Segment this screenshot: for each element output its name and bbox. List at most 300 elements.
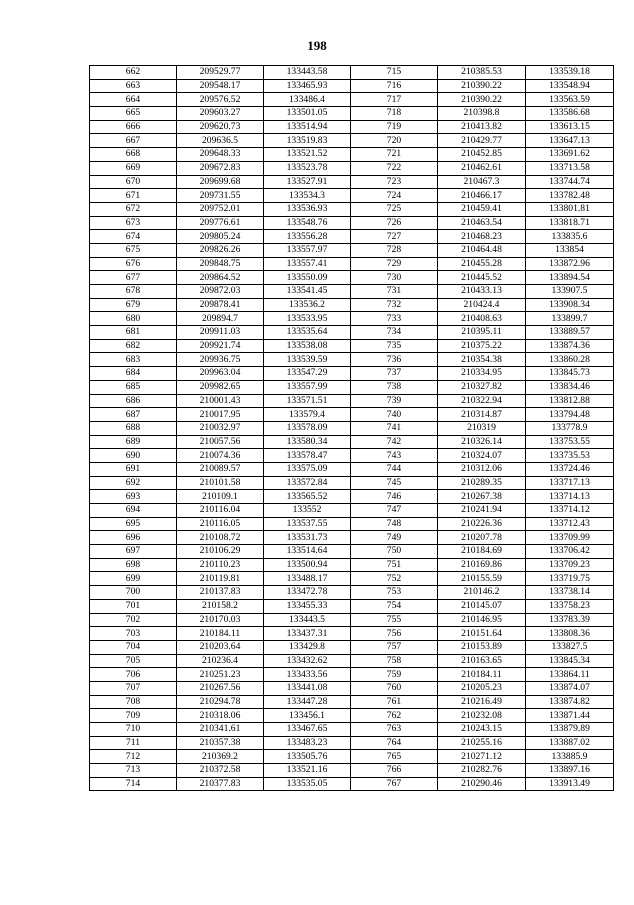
- table-cell: 210369.2: [177, 750, 264, 764]
- table-cell: 741: [351, 421, 438, 435]
- table-row: [90, 380, 614, 394]
- table-cell: 133744.74: [526, 175, 614, 189]
- table-cell: 733: [351, 312, 438, 326]
- table-cell: 210390.22: [438, 93, 526, 107]
- table-cell: 210155.59: [438, 572, 526, 586]
- table-row: [90, 613, 614, 627]
- table-cell: 133547.29: [264, 367, 351, 381]
- table-cell: 704: [90, 640, 177, 654]
- table-cell: 133874.82: [526, 695, 614, 709]
- table-cell: 209894.7: [177, 312, 264, 326]
- table-cell: 729: [351, 257, 438, 271]
- table-cell: 703: [90, 627, 177, 641]
- table-cell: 133860.28: [526, 353, 614, 367]
- table-row: [90, 750, 614, 764]
- table-cell: 133613.15: [526, 120, 614, 134]
- table-cell: 133907.5: [526, 285, 614, 299]
- table-cell: 133533.95: [264, 312, 351, 326]
- table-cell: 133899.7: [526, 312, 614, 326]
- table-cell: 738: [351, 380, 438, 394]
- table-cell: 767: [351, 777, 438, 791]
- table-cell: 761: [351, 695, 438, 709]
- table-row: [90, 627, 614, 641]
- table-cell: 133550.09: [264, 271, 351, 285]
- table-cell: 209636.5: [177, 134, 264, 148]
- table-cell: 687: [90, 408, 177, 422]
- table-cell: 720: [351, 134, 438, 148]
- table-cell: 209921.74: [177, 339, 264, 353]
- table-cell: 210459.41: [438, 202, 526, 216]
- table-cell: 763: [351, 723, 438, 737]
- table-cell: 713: [90, 764, 177, 778]
- table-cell: 133794.48: [526, 408, 614, 422]
- table-cell: 665: [90, 107, 177, 121]
- table-cell: 689: [90, 435, 177, 449]
- table-cell: 684: [90, 367, 177, 381]
- table-row: [90, 517, 614, 531]
- table-cell: 133845.34: [526, 654, 614, 668]
- table-cell: 209699.68: [177, 175, 264, 189]
- table-cell: 721: [351, 148, 438, 162]
- table-row: [90, 408, 614, 422]
- table-cell: 677: [90, 271, 177, 285]
- table-cell: 712: [90, 750, 177, 764]
- table-cell: 706: [90, 668, 177, 682]
- table-cell: 707: [90, 681, 177, 695]
- table-cell: 210184.11: [177, 627, 264, 641]
- table-row: [90, 709, 614, 723]
- table-cell: 133758.23: [526, 599, 614, 613]
- table-cell: 210207.78: [438, 531, 526, 545]
- table-cell: 133505.76: [264, 750, 351, 764]
- table-cell: 133579.4: [264, 408, 351, 422]
- table-cell: 209731.55: [177, 189, 264, 203]
- table-cell: 133443.58: [264, 66, 351, 80]
- table-cell: 133539.18: [526, 66, 614, 80]
- table-cell: 667: [90, 134, 177, 148]
- table-cell: 133712.43: [526, 517, 614, 531]
- table-row: [90, 599, 614, 613]
- table-cell: 210057.56: [177, 435, 264, 449]
- table-cell: 210108.72: [177, 531, 264, 545]
- table-row: [90, 504, 614, 518]
- table-cell: 133714.13: [526, 490, 614, 504]
- table-cell: 674: [90, 230, 177, 244]
- table-cell: 133578.09: [264, 421, 351, 435]
- table-cell: 210241.94: [438, 504, 526, 518]
- table-cell: 133531.73: [264, 531, 351, 545]
- table-row: [90, 298, 614, 312]
- table-cell: 210116.05: [177, 517, 264, 531]
- table-cell: 210170.03: [177, 613, 264, 627]
- table-cell: 209936.75: [177, 353, 264, 367]
- table-cell: 209603.27: [177, 107, 264, 121]
- table-cell: 693: [90, 490, 177, 504]
- table-row: [90, 230, 614, 244]
- coordinates-table: [89, 65, 614, 791]
- table-row: [90, 107, 614, 121]
- table-row: [90, 545, 614, 559]
- table-cell: 210169.86: [438, 558, 526, 572]
- table-cell: 210089.57: [177, 462, 264, 476]
- table-cell: 210226.36: [438, 517, 526, 531]
- table-cell: 705: [90, 654, 177, 668]
- table-cell: 755: [351, 613, 438, 627]
- table-cell: 133885.9: [526, 750, 614, 764]
- table-cell: 133719.75: [526, 572, 614, 586]
- table-cell: 210385.53: [438, 66, 526, 80]
- table-row: [90, 723, 614, 737]
- table-cell: 133714.12: [526, 504, 614, 518]
- table-cell: 133443.5: [264, 613, 351, 627]
- table-cell: 210243.15: [438, 723, 526, 737]
- table-cell: 133782.48: [526, 189, 614, 203]
- table-cell: 210158.2: [177, 599, 264, 613]
- table-cell: 765: [351, 750, 438, 764]
- table-row: [90, 421, 614, 435]
- table-cell: 133557.41: [264, 257, 351, 271]
- table-cell: 133808.36: [526, 627, 614, 641]
- table-cell: 210462.61: [438, 161, 526, 175]
- table-cell: 742: [351, 435, 438, 449]
- table-cell: 133536.2: [264, 298, 351, 312]
- table-row: [90, 640, 614, 654]
- table-cell: 133874.07: [526, 681, 614, 695]
- table-cell: 722: [351, 161, 438, 175]
- page-number: 198: [307, 38, 327, 53]
- table-cell: 210464.48: [438, 243, 526, 257]
- table-cell: 210137.83: [177, 586, 264, 600]
- table-cell: 210001.43: [177, 394, 264, 408]
- table-row: [90, 243, 614, 257]
- table-row: [90, 93, 614, 107]
- table-cell: 133864.11: [526, 668, 614, 682]
- table-cell: 133586.68: [526, 107, 614, 121]
- table-cell: 133889.57: [526, 326, 614, 340]
- table-cell: 210032.97: [177, 421, 264, 435]
- table-cell: 210294.78: [177, 695, 264, 709]
- table-cell: 210433.13: [438, 285, 526, 299]
- table-cell: 210314.87: [438, 408, 526, 422]
- table-cell: 209982.65: [177, 380, 264, 394]
- table-cell: 133465.93: [264, 79, 351, 93]
- table-cell: 747: [351, 504, 438, 518]
- table-cell: 210184.69: [438, 545, 526, 559]
- table-cell: 715: [351, 66, 438, 80]
- table-cell: 210282.76: [438, 764, 526, 778]
- table-cell: 210116.04: [177, 504, 264, 518]
- table-cell: 699: [90, 572, 177, 586]
- table-cell: 666: [90, 120, 177, 134]
- table-cell: 683: [90, 353, 177, 367]
- table-cell: 752: [351, 572, 438, 586]
- table-row: [90, 572, 614, 586]
- table-cell: 133538.08: [264, 339, 351, 353]
- table-cell: 210074.36: [177, 449, 264, 463]
- table-cell: 133557.97: [264, 243, 351, 257]
- table-cell: 714: [90, 777, 177, 791]
- table-cell: 133501.05: [264, 107, 351, 121]
- table-cell: 133565.52: [264, 490, 351, 504]
- table-cell: 740: [351, 408, 438, 422]
- table-cell: 209776.61: [177, 216, 264, 230]
- table-row: [90, 531, 614, 545]
- table-cell: 210319: [438, 421, 526, 435]
- table-cell: 766: [351, 764, 438, 778]
- table-cell: 133735.53: [526, 449, 614, 463]
- table-row: [90, 449, 614, 463]
- table-cell: 673: [90, 216, 177, 230]
- table-row: [90, 202, 614, 216]
- table-cell: 133874.36: [526, 339, 614, 353]
- table-cell: 210324.07: [438, 449, 526, 463]
- table-cell: 133713.58: [526, 161, 614, 175]
- table-cell: 700: [90, 586, 177, 600]
- table-cell: 210290.46: [438, 777, 526, 791]
- table-cell: 731: [351, 285, 438, 299]
- table-row: [90, 367, 614, 381]
- table-cell: 133783.39: [526, 613, 614, 627]
- table-cell: 210109.1: [177, 490, 264, 504]
- table-cell: 133913.49: [526, 777, 614, 791]
- table-cell: 209826.26: [177, 243, 264, 257]
- table-cell: 133563.59: [526, 93, 614, 107]
- table-cell: 716: [351, 79, 438, 93]
- table-cell: 718: [351, 107, 438, 121]
- table-cell: 133879.89: [526, 723, 614, 737]
- table-cell: 756: [351, 627, 438, 641]
- table-cell: 723: [351, 175, 438, 189]
- table-cell: 757: [351, 640, 438, 654]
- table-cell: 133514.94: [264, 120, 351, 134]
- table-cell: 133429.8: [264, 640, 351, 654]
- table-cell: 133441.08: [264, 681, 351, 695]
- table-row: [90, 257, 614, 271]
- table-cell: 730: [351, 271, 438, 285]
- table-cell: 754: [351, 599, 438, 613]
- table-cell: 698: [90, 558, 177, 572]
- table-cell: 209620.73: [177, 120, 264, 134]
- table-cell: 694: [90, 504, 177, 518]
- table-cell: 133455.33: [264, 599, 351, 613]
- table-cell: 133552: [264, 504, 351, 518]
- table-cell: 737: [351, 367, 438, 381]
- table-cell: 210429.77: [438, 134, 526, 148]
- table-cell: 671: [90, 189, 177, 203]
- table-cell: 764: [351, 736, 438, 750]
- table-row: [90, 353, 614, 367]
- table-cell: 133486.4: [264, 93, 351, 107]
- table-cell: 133894.54: [526, 271, 614, 285]
- table-row: [90, 764, 614, 778]
- table-cell: 724: [351, 189, 438, 203]
- table-cell: 696: [90, 531, 177, 545]
- table-cell: 133527.91: [264, 175, 351, 189]
- table-cell: 133887.02: [526, 736, 614, 750]
- table-cell: 133537.55: [264, 517, 351, 531]
- table-cell: 209548.17: [177, 79, 264, 93]
- table-cell: 133500.94: [264, 558, 351, 572]
- table-cell: 133472.78: [264, 586, 351, 600]
- table-cell: 210455.28: [438, 257, 526, 271]
- table-cell: 692: [90, 476, 177, 490]
- table-cell: 753: [351, 586, 438, 600]
- table-cell: 133548.94: [526, 79, 614, 93]
- table-cell: 210377.83: [177, 777, 264, 791]
- table-cell: 133488.17: [264, 572, 351, 586]
- table-cell: 680: [90, 312, 177, 326]
- table-cell: 133908.34: [526, 298, 614, 312]
- table-cell: 664: [90, 93, 177, 107]
- table-cell: 745: [351, 476, 438, 490]
- table-cell: 690: [90, 449, 177, 463]
- table-cell: 210203.64: [177, 640, 264, 654]
- table-cell: 734: [351, 326, 438, 340]
- table-cell: 209848.75: [177, 257, 264, 271]
- table-cell: 133691.62: [526, 148, 614, 162]
- table-cell: 676: [90, 257, 177, 271]
- table-cell: 210236.4: [177, 654, 264, 668]
- table-cell: 735: [351, 339, 438, 353]
- table-cell: 133834.46: [526, 380, 614, 394]
- table-cell: 210216.49: [438, 695, 526, 709]
- table-cell: 746: [351, 490, 438, 504]
- table-cell: 739: [351, 394, 438, 408]
- table-cell: 210145.07: [438, 599, 526, 613]
- table-cell: 210318.06: [177, 709, 264, 723]
- table-row: [90, 777, 614, 791]
- table-cell: 133523.78: [264, 161, 351, 175]
- table-cell: 210424.4: [438, 298, 526, 312]
- table-cell: 725: [351, 202, 438, 216]
- table-row: [90, 161, 614, 175]
- table-cell: 760: [351, 681, 438, 695]
- table-cell: 209963.04: [177, 367, 264, 381]
- table-cell: 133536.93: [264, 202, 351, 216]
- table-cell: 732: [351, 298, 438, 312]
- table-cell: 133456.1: [264, 709, 351, 723]
- table-cell: 210467.3: [438, 175, 526, 189]
- table-cell: 133818.71: [526, 216, 614, 230]
- table-cell: 686: [90, 394, 177, 408]
- table-cell: 727: [351, 230, 438, 244]
- table-row: [90, 558, 614, 572]
- table-cell: 210146.2: [438, 586, 526, 600]
- table-cell: 672: [90, 202, 177, 216]
- table-cell: 133541.45: [264, 285, 351, 299]
- table-cell: 209911.03: [177, 326, 264, 340]
- table-cell: 748: [351, 517, 438, 531]
- table-cell: 210184.11: [438, 668, 526, 682]
- table-cell: 133519.83: [264, 134, 351, 148]
- table-cell: 749: [351, 531, 438, 545]
- table-cell: 133556.28: [264, 230, 351, 244]
- table-cell: 750: [351, 545, 438, 559]
- table-row: [90, 736, 614, 750]
- table-cell: 210312.06: [438, 462, 526, 476]
- table-cell: 133535.64: [264, 326, 351, 340]
- table-cell: 209648.33: [177, 148, 264, 162]
- table-cell: 133534.3: [264, 189, 351, 203]
- table-cell: 697: [90, 545, 177, 559]
- table-cell: 701: [90, 599, 177, 613]
- table-cell: 209878.41: [177, 298, 264, 312]
- table-cell: 133854: [526, 243, 614, 257]
- table-cell: 210334.95: [438, 367, 526, 381]
- table-cell: 209529.77: [177, 66, 264, 80]
- table-cell: 662: [90, 66, 177, 80]
- table-cell: 702: [90, 613, 177, 627]
- table-cell: 209872.03: [177, 285, 264, 299]
- table-cell: 133835.6: [526, 230, 614, 244]
- table-cell: 210146.95: [438, 613, 526, 627]
- table-cell: 210468.23: [438, 230, 526, 244]
- table-cell: 133575.09: [264, 462, 351, 476]
- table-cell: 210466.17: [438, 189, 526, 203]
- table-cell: 210395.11: [438, 326, 526, 340]
- table-row: [90, 462, 614, 476]
- table-cell: 675: [90, 243, 177, 257]
- table-cell: 210463.54: [438, 216, 526, 230]
- table-cell: 210110.23: [177, 558, 264, 572]
- table-cell: 133514.64: [264, 545, 351, 559]
- table-cell: 133580.34: [264, 435, 351, 449]
- table-cell: 210232.08: [438, 709, 526, 723]
- table-cell: 133647.13: [526, 134, 614, 148]
- table-cell: 133571.51: [264, 394, 351, 408]
- table-cell: 691: [90, 462, 177, 476]
- table-cell: 210354.38: [438, 353, 526, 367]
- table-cell: 682: [90, 339, 177, 353]
- table-cell: 669: [90, 161, 177, 175]
- table-row: [90, 134, 614, 148]
- table-cell: 133447.28: [264, 695, 351, 709]
- table-cell: 210327.82: [438, 380, 526, 394]
- table-cell: 133521.16: [264, 764, 351, 778]
- table-cell: 133548.76: [264, 216, 351, 230]
- table-cell: 209864.52: [177, 271, 264, 285]
- table-cell: 688: [90, 421, 177, 435]
- table-row: [90, 339, 614, 353]
- table-cell: 133827.5: [526, 640, 614, 654]
- table-row: [90, 490, 614, 504]
- table-cell: 719: [351, 120, 438, 134]
- coordinates-table-body: [90, 66, 614, 791]
- table-cell: 210289.35: [438, 476, 526, 490]
- table-cell: 210408.63: [438, 312, 526, 326]
- table-cell: 670: [90, 175, 177, 189]
- table-cell: 210151.64: [438, 627, 526, 641]
- table-cell: 209805.24: [177, 230, 264, 244]
- table-cell: 743: [351, 449, 438, 463]
- table-cell: 210251.23: [177, 668, 264, 682]
- table-cell: 133871.44: [526, 709, 614, 723]
- table-row: [90, 66, 614, 80]
- table-cell: 133539.59: [264, 353, 351, 367]
- table-cell: 133897.16: [526, 764, 614, 778]
- table-cell: 210106.29: [177, 545, 264, 559]
- table-cell: 133433.56: [264, 668, 351, 682]
- table-cell: 210153.89: [438, 640, 526, 654]
- table-cell: 210390.22: [438, 79, 526, 93]
- table-row: [90, 681, 614, 695]
- table-row: [90, 326, 614, 340]
- table-cell: 210205.23: [438, 681, 526, 695]
- table-cell: 210267.56: [177, 681, 264, 695]
- table-cell: 209672.83: [177, 161, 264, 175]
- table-cell: 210357.38: [177, 736, 264, 750]
- table-row: [90, 695, 614, 709]
